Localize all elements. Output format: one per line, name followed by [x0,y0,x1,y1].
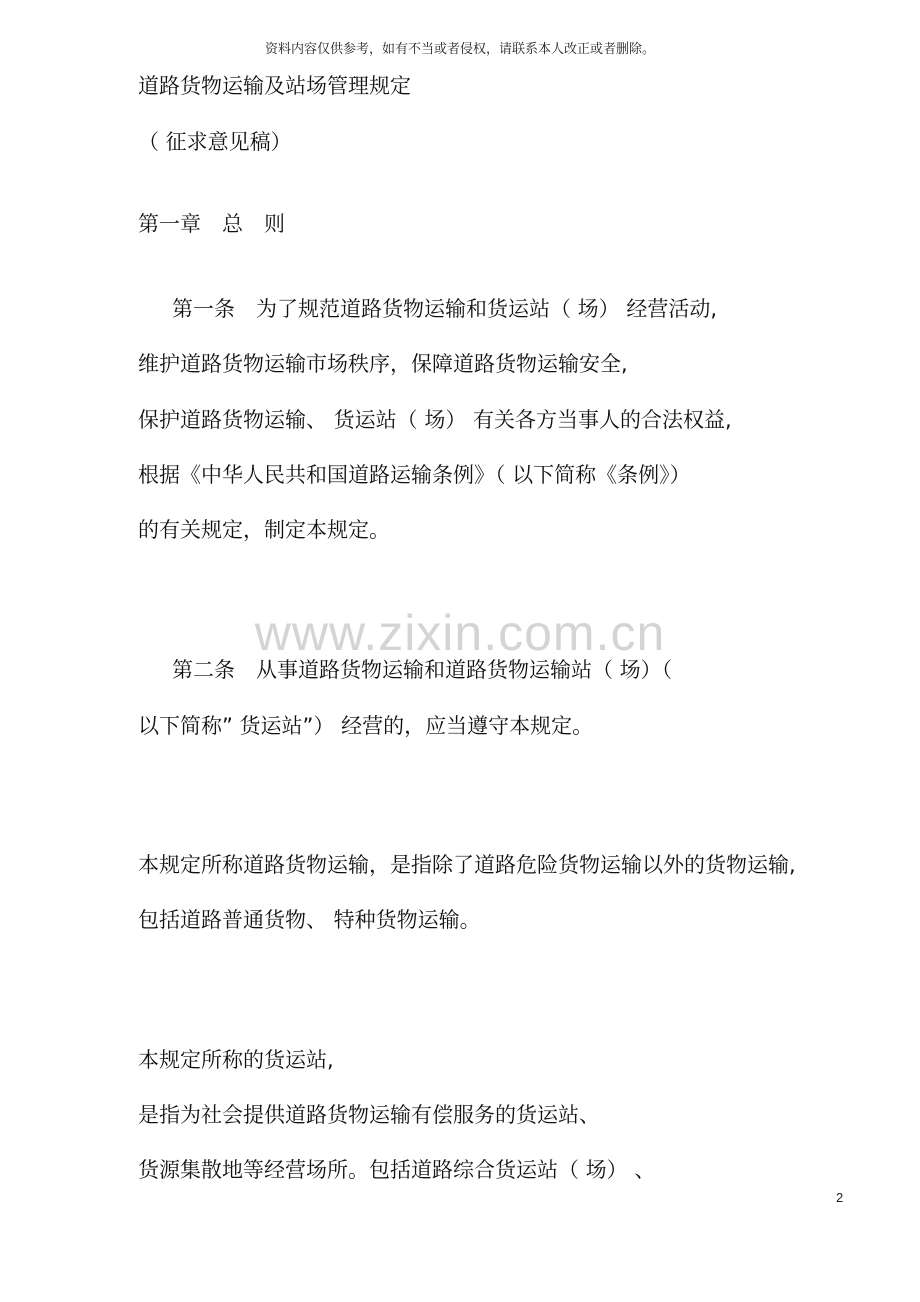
para4-line1: 本规定所称的货运站, [138,1048,334,1072]
article1-line3: 保护道路货物运输、 货运站（ 场） 有关各方当事人的合法权益, [138,408,732,432]
para3-line1: 本规定所称道路货物运输，是指除了道路危险货物运输以外的货物运输, [138,853,796,877]
article1-line2: 维护道路货物运输市场秩序，保障道路货物运输安全, [138,352,628,376]
article2-line1: 第二条 从事道路货物运输和道路货物运输站（ 场）（ [172,658,673,682]
page-number: 2 [836,1190,844,1205]
header-disclaimer: 资料内容仅供参考，如有不当或者侵权，请联系本人改正或者删除。 [264,42,655,57]
article2-line2: 以下简称” 货运站”） 经营的，应当遵守本规定。 [138,714,594,738]
watermark: www.zixin.com.cn [254,605,666,661]
article1-line1: 第一条 为了规范道路货物运输和货运站（ 场） 经营活动, [172,297,718,321]
chapter-heading: 第一章 总 则 [138,212,285,236]
para4-line2: 是指为社会提供道路货物运输有偿服务的货运站、 [138,1103,600,1127]
document-title: 道路货物运输及站场管理规定 [138,74,411,98]
article1-line5: 的有关规定，制定本规定。 [138,518,390,542]
para4-line3: 货源集散地等经营场所。包括道路综合货运站（ 场） 、 [138,1158,656,1182]
document-subtitle: （ 征求意见稿） [138,130,292,154]
article1-line4: 根据《中华人民共和国道路运输条例》（ 以下简称《条例》） [138,463,691,487]
para3-line2: 包括道路普通货物、 特种货物运输。 [138,908,481,932]
